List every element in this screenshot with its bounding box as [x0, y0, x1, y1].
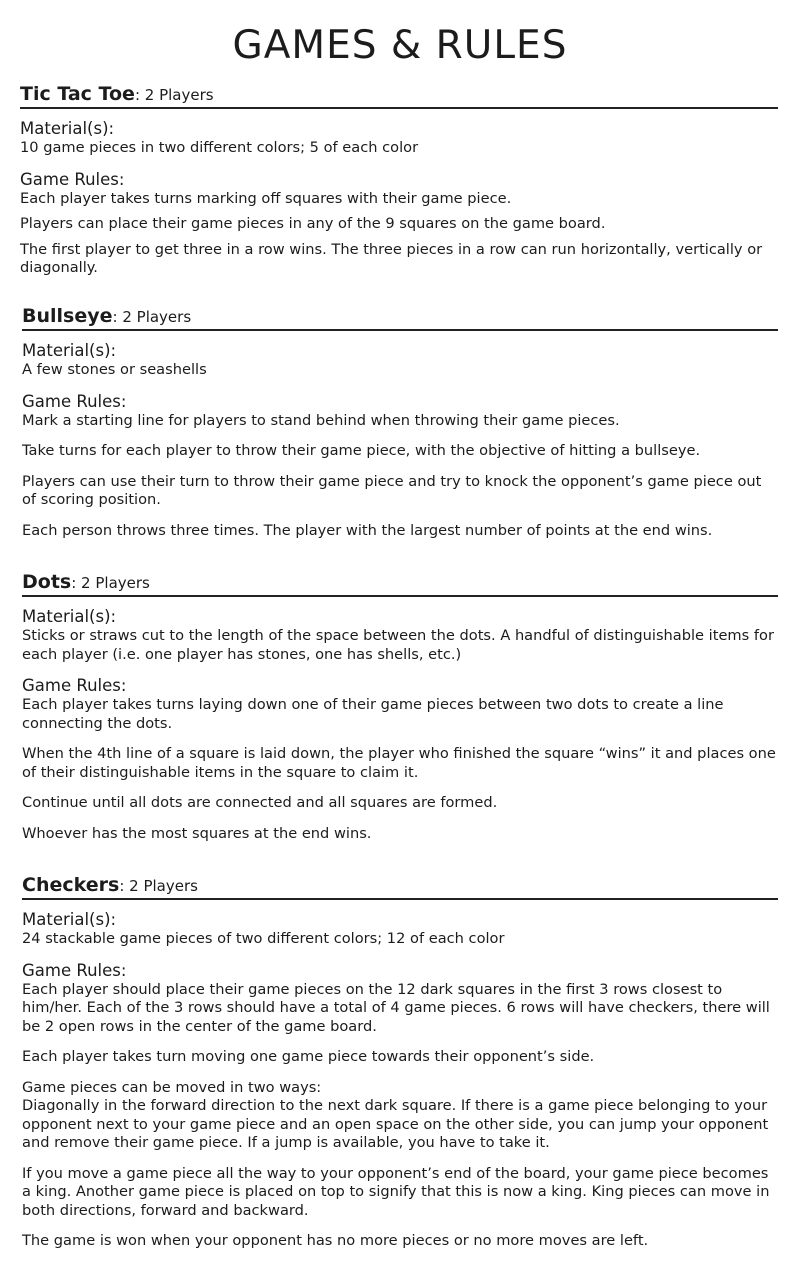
rule-text: Game pieces can be moved in two ways: — [22, 1078, 322, 1096]
player-count: : 2 Players — [119, 877, 198, 895]
rule-text: Each player takes turns marking off squares with their game piece. — [20, 189, 512, 207]
rules-label: Game Rules: — [20, 169, 125, 189]
materials-text: 10 game pieces in two different colors; 5 of each color — [20, 139, 419, 156]
rule-text: Each person throws three times. The player with the largest number of points at the end wins. — [22, 521, 713, 539]
materials-label: Material(s): — [22, 910, 117, 929]
player-count: : 2 Players — [71, 574, 150, 592]
materials-text: Sticks or straws cut to the length of the space between the dots. A handful of distinguishable items for each player (i.e. one player has stones, one has shells, etc.) — [22, 627, 774, 663]
rules-label: Game Rules: — [22, 391, 127, 411]
rule-text: Diagonally in the forward direction to the next dark square. If there is a game piece belonging to your opponent next to your game piece and an open space on the other side, you can jump your opponent and remove their game piece. If a jump is available, you have to take it. — [22, 1097, 769, 1151]
game-name: Bullseye — [22, 305, 113, 327]
rule-text: Players can place their game pieces in any of the 9 squares on the game board. — [20, 215, 606, 232]
game-section-checkers — [22, 874, 778, 1251]
game-section-tic-tac-toe — [20, 83, 778, 278]
game-section-dots — [22, 571, 778, 843]
rule-text: Each player takes turns laying down one of their game pieces between two dots to create a line connecting the dots. — [22, 696, 724, 732]
rule-text: Mark a starting line for players to stand behind when throwing their game pieces. — [22, 411, 620, 429]
game-header — [20, 83, 778, 109]
rule-text: Whoever has the most squares at the end wins. — [22, 824, 372, 842]
game-name: Tic Tac Toe — [20, 83, 135, 105]
materials-text: 24 stackable game pieces of two different colors; 12 of each color — [22, 930, 505, 947]
rule-text: The first player to get three in a row wins. The three pieces in a row can run horizontally, vertically or diagonally. — [20, 240, 763, 276]
rule-text: Take turns for each player to throw their game piece, with the objective of hitting a bullseye. — [22, 442, 701, 459]
game-header — [22, 571, 778, 597]
rule-text: Continue until all dots are connected and all squares are formed. — [22, 794, 498, 811]
rule-text: Each player takes turn moving one game piece towards their opponent’s side. — [22, 1048, 595, 1065]
page-title: GAMES & RULES — [232, 23, 568, 68]
rule-text: When the 4th line of a square is laid down, the player who finished the square “wins” it and places one of their distinguishable items in the square to claim it. — [22, 745, 776, 781]
rules-label: Game Rules: — [22, 676, 127, 695]
materials-label: Material(s): — [22, 607, 117, 626]
game-name: Dots — [22, 571, 72, 593]
materials-label: Material(s): — [22, 341, 117, 360]
game-section-bullseye — [22, 305, 778, 540]
game-header — [22, 874, 778, 900]
rule-text: Players can use their turn to throw their game piece and try to knock the opponent’s game piece out of scoring position. — [22, 472, 762, 508]
rule-text: If you move a game piece all the way to your opponent’s end of the board, your game piece becomes a king. Another game piece is placed on top to signify that this is now a king. King pieces can move in both directions, forward and backward. — [22, 1164, 770, 1219]
player-count: : 2 Players — [112, 308, 192, 326]
materials-text: A few stones or seashells — [22, 361, 207, 378]
game-name: Checkers — [22, 874, 120, 896]
rules-label: Game Rules: — [22, 960, 127, 980]
game-header — [22, 305, 778, 331]
player-count: : 2 Players — [134, 86, 214, 104]
materials-label: Material(s): — [20, 119, 115, 138]
rule-text: The game is won when your opponent has no more pieces or no more moves are left. — [22, 1232, 649, 1249]
rule-text: Each player should place their game pieces on the 12 dark squares in the first 3 rows closest to him/her. Each of the 3 rows should have a total of 4 game pieces. 6 rows will have checkers, there will be 2 open rows in the center of the game board. — [22, 980, 770, 1035]
